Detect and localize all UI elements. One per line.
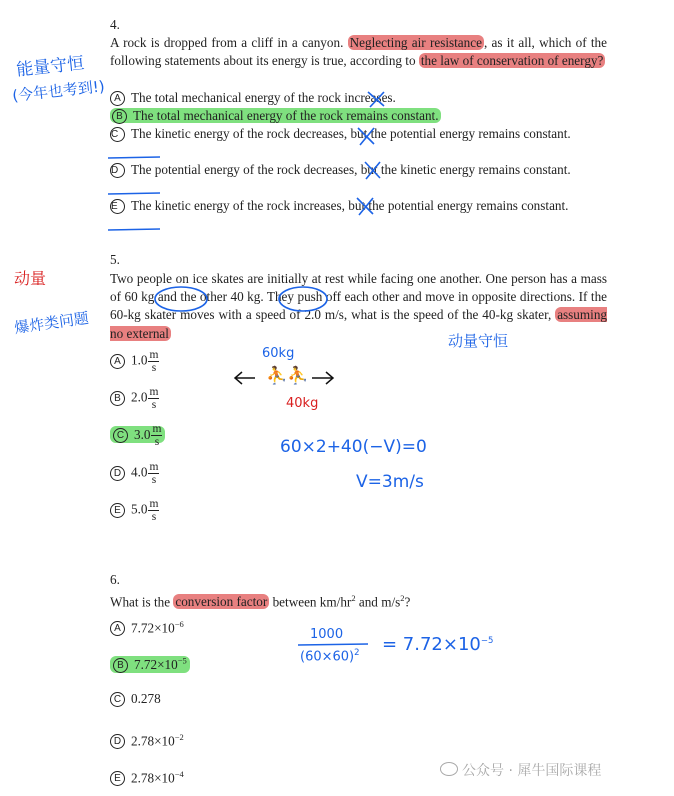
- q6-option-d-letter: D: [110, 734, 125, 749]
- calc-result-exp: −5: [480, 636, 494, 646]
- q5-stem-text-b: and the other: [157, 289, 228, 305]
- calc-denominator-exp: 2: [354, 648, 360, 658]
- arrow-left-icon: [235, 372, 255, 384]
- q6-option-d-exp: −2: [174, 732, 184, 742]
- q6-option-a-exp: −6: [174, 619, 184, 629]
- underline-constant-c: [108, 157, 160, 158]
- q4-stem-text-a: A rock is dropped from a cliff in a canyon.: [110, 35, 344, 50]
- underline-constant-d: [108, 193, 160, 194]
- calc-result: [382, 634, 493, 655]
- watermark: [440, 760, 601, 780]
- q4-stem: [110, 34, 607, 70]
- q6-stem-text-c: and m/s: [358, 594, 401, 610]
- diagram-skaters-icon: ⛹⛹: [266, 366, 309, 386]
- q6-option-e-base: 2.78×10: [131, 770, 175, 786]
- q5-option-b[interactable]: [110, 386, 159, 411]
- diagram-label-40kg: 40kg: [286, 396, 319, 411]
- calc-result-base: = 7.72×10: [382, 634, 481, 655]
- q4-highlight-conservation: the law of conservation of energy?: [420, 53, 604, 69]
- q5-option-b-value: 2.0: [131, 389, 148, 405]
- q6-option-a-base: 7.72×10: [131, 620, 175, 636]
- q4-stem-text-b: , as it all, which of the following statements about its energy is true, according to: [110, 35, 607, 69]
- q4-option-b[interactable]: [110, 107, 441, 125]
- q5-unit-fraction: $\frac{m}{s}$: [149, 461, 159, 486]
- q5-stem-text-c: . They push off each other and move in opposite directions. If the 60-kg skater moves with a speed of 2.0 m/s, what is the speed of the 40-kg skater,: [110, 289, 608, 323]
- q6-option-d[interactable]: [110, 728, 184, 750]
- q5-option-e-letter: E: [110, 503, 125, 518]
- underline-constant-e: [108, 229, 160, 230]
- q6-option-a-letter: A: [110, 621, 125, 636]
- q5-unit-fraction: $\frac{m}{s}$: [149, 498, 159, 523]
- wechat-logo-icon: [440, 762, 458, 776]
- q4-option-d-text: The potential energy of the rock decreases, but the kinetic energy remains constant.: [131, 162, 571, 177]
- q4-option-e-letter: E: [110, 199, 125, 214]
- q6-option-e-letter: E: [110, 771, 125, 786]
- q6-highlight-conversion-factor: conversion factor: [175, 594, 268, 610]
- diagram-label-60kg: 60kg: [262, 346, 295, 361]
- q6-superscript-2: 2: [400, 593, 405, 603]
- q6-option-c[interactable]: [110, 690, 161, 708]
- q5-stem: [110, 270, 607, 343]
- q4-option-c-text: The kinetic energy of the rock decreases, but the potential energy remains constant.: [131, 126, 571, 141]
- q5-option-b-letter: B: [110, 391, 125, 406]
- q6-option-b-exp: −5: [177, 656, 187, 666]
- note-this-year-tested: (今年也考到!): [11, 77, 106, 105]
- q4-highlight-air-resistance: Neglecting air resistance: [349, 35, 482, 50]
- note-explosion-problem: 爆炸类问题: [13, 308, 90, 338]
- q6-option-e-exp: −4: [174, 769, 184, 779]
- note-momentum: 动量: [14, 269, 47, 288]
- q4-option-d[interactable]: [110, 161, 607, 179]
- q6-option-b-letter: B: [113, 658, 128, 673]
- q6-stem-text-d: ?: [404, 594, 411, 610]
- q6-option-c-value: 0.278: [131, 691, 161, 706]
- q4-option-a-text: The total mechanical energy of the rock increases.: [131, 90, 396, 105]
- q6-option-c-letter: C: [110, 692, 125, 707]
- calc-denominator: [300, 648, 360, 664]
- fraction-bar: [298, 644, 368, 645]
- q4-option-c[interactable]: [110, 125, 607, 143]
- q4-option-a[interactable]: [110, 89, 607, 107]
- q6-stem-text-a: What is the: [110, 594, 171, 610]
- q4-option-b-text: The total mechanical energy of the rock remains constant.: [133, 108, 439, 123]
- q5-option-c-value: 3.0: [134, 426, 151, 442]
- equation-result: V=3m/s: [356, 472, 424, 492]
- q5-unit-fraction: $\frac{m}{s}$: [152, 423, 162, 448]
- q6-option-b-base: 7.72×10: [134, 657, 178, 673]
- q4-option-c-letter: C: [110, 127, 125, 142]
- q5-option-d-letter: D: [110, 466, 125, 481]
- q6-superscript-1: 2: [351, 593, 356, 603]
- q5-stem-text-a: Two people on ice skates are initially at rest while facing one another. One person has a mass of: [110, 271, 607, 305]
- q5-option-e-value: 5.0: [131, 501, 148, 517]
- q5-unit-fraction: $\frac{m}{s}$: [149, 349, 159, 374]
- q6-number: 6.: [110, 572, 120, 587]
- q4-option-d-letter: D: [110, 163, 125, 178]
- q5-option-e[interactable]: [110, 498, 159, 523]
- arrow-right-icon: [312, 372, 333, 384]
- q5-highlight-no-external: assuming no external: [110, 307, 608, 341]
- q5-mass-40kg: 40 kg: [230, 289, 261, 305]
- q5-option-c[interactable]: [110, 423, 165, 448]
- q6-option-a[interactable]: [110, 615, 184, 637]
- q4-option-a-letter: A: [110, 91, 125, 106]
- q5-option-a-letter: A: [110, 354, 125, 369]
- q4-option-e-text: The kinetic energy of the rock increases, but the potential energy remains constant.: [131, 198, 569, 213]
- q5-unit-fraction: $\frac{m}{s}$: [149, 386, 159, 411]
- q5-option-c-letter: C: [113, 428, 128, 443]
- q5-number: 5.: [110, 252, 120, 267]
- note-momentum-conservation: 动量守恒: [448, 332, 509, 350]
- q4-option-b-letter: B: [112, 109, 127, 124]
- equation-momentum: 60×2+40(−V)=0: [280, 437, 427, 457]
- q5-mass-60kg: 60 kg: [124, 289, 155, 305]
- q6-stem-text-b: between km/hr: [272, 594, 352, 610]
- watermark-text: 公众号 · 犀牛国际课程: [462, 763, 602, 779]
- q5-option-d-value: 4.0: [131, 464, 148, 480]
- q6-stem: [110, 589, 607, 612]
- calc-denominator-base: (60×60): [300, 649, 355, 665]
- q5-option-d[interactable]: [110, 461, 159, 486]
- q6-option-d-base: 2.78×10: [131, 733, 175, 749]
- q4-option-e[interactable]: [110, 197, 607, 215]
- calc-numerator: 1000: [310, 627, 344, 642]
- note-energy-conservation: 能量守恒: [15, 53, 86, 81]
- q6-option-b[interactable]: [110, 652, 190, 674]
- q4-number: 4.: [110, 17, 120, 32]
- q6-option-e[interactable]: [110, 765, 184, 787]
- q5-option-a-value: 1.0: [131, 352, 148, 368]
- q5-option-a[interactable]: [110, 349, 159, 374]
